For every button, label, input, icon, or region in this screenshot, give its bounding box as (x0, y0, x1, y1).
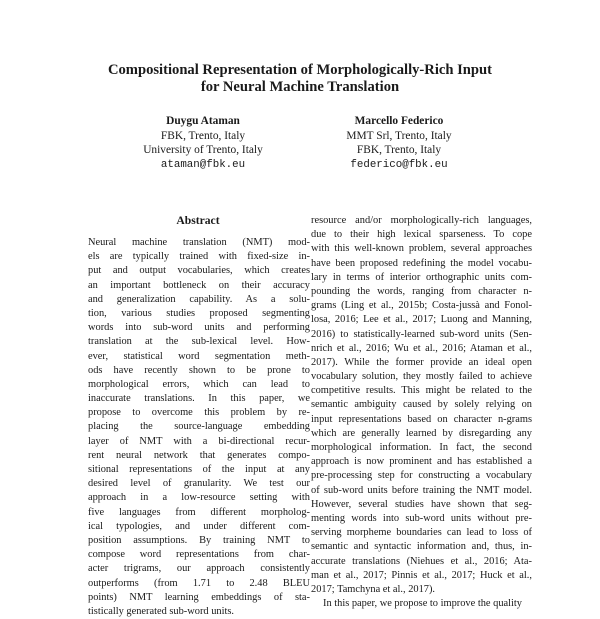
text-line: placing the source-language embedding (88, 421, 310, 433)
text-line: desired level of granularity. We test our (88, 478, 310, 490)
text-line: compose word representations from char- (88, 549, 310, 561)
text-line: with this well-known problem, several approaches (311, 243, 532, 255)
text-line: morphological errors, which can lead to (88, 378, 310, 390)
text-line: 2016) to statistically-learned sub-word units (Sen- (311, 328, 532, 340)
text-line: propose to overcome this problem by re- (88, 407, 310, 419)
text-line: and generalization capability. As a solu- (88, 293, 310, 305)
abstract-heading: Abstract (176, 214, 220, 227)
text-line: approach in a low-resource setting with (88, 492, 310, 504)
text-line: points) NMT learning embeddings of sta- (88, 591, 310, 603)
text-line: grams (Ling et al., 2015b; Costa-jussà and Fonol- (311, 300, 532, 312)
author-email: ataman@fbk.eu (160, 158, 246, 171)
text-line: menting words into sub-word units without pre- (311, 512, 532, 524)
text-line: morphological information. In fact, the second (311, 442, 532, 453)
title-line-2: for Neural Machine Translation (200, 79, 400, 95)
text-line: tistically generated sub-word units. (88, 605, 235, 617)
text-line: In this paper, we propose to improve the quality (323, 598, 522, 610)
text-line: semantic ambiguity caused by solely relying on (311, 399, 532, 411)
text-line: outperforms (from 1.71 to 2.48 BLEU (88, 577, 310, 589)
text-line: due to their high lexical sparseness. To cope (311, 229, 532, 241)
text-line: ods have recently shown to be prone to (88, 364, 310, 376)
author-affiliation: University of Trento, Italy (143, 144, 263, 156)
text-line: nrich et al., 2016; Wu et al., 2016; Ataman et al., (311, 342, 532, 354)
text-line: layer of NMT with a bi-directional recur- (88, 435, 310, 447)
author-block-federico (299, 114, 499, 172)
text-line: approach is now prominent and has established a (311, 456, 532, 468)
author-affiliation: FBK, Trento, Italy (160, 129, 246, 142)
text-line: tion, various studies proposed segmenting (88, 307, 310, 319)
text-line: five languages from different morpholog- (88, 506, 310, 518)
text-line: translation at the sub-lexical level. How- (88, 336, 310, 348)
text-line: losa, 2016; Lee et al., 2017; Luong and Manning, (311, 314, 532, 326)
text-line: rent neural network that generates compo- (88, 449, 310, 461)
text-line: lary in terms of interior orthographic units com- (311, 271, 532, 283)
text-line: pre-processing step for constructing a vocabulary (311, 470, 532, 482)
introduction-column (311, 214, 532, 611)
paper-title (60, 62, 540, 96)
text-line: have been proposed redefining the model vocabu- (311, 257, 532, 269)
author-name: Duygu Ataman (166, 115, 240, 127)
author-affiliation: MMT Srl, Trento, Italy (346, 129, 452, 142)
text-line: resource and/or morphologically-rich languages, (311, 215, 532, 226)
text-line: ical typologies, and under different com- (88, 520, 310, 532)
text-line: which are generally learned by disregarding any (311, 427, 532, 439)
text-line: man et al., 2017; Pinnis et al., 2017; Huck et al., (311, 569, 532, 581)
text-line: 2017). While the former provide an ideal open (311, 356, 532, 368)
author-name: Marcello Federico (354, 115, 444, 127)
text-line: competitive results. This might be related to the (311, 385, 532, 397)
text-line: However, several studies have shown that seg- (311, 498, 532, 510)
text-line: input representations based on character n-grams (311, 413, 532, 425)
author-affiliation: FBK, Trento, Italy (356, 144, 442, 156)
text-line: put and output vocabularies, which creates (88, 265, 310, 277)
text-line: ever, statistical word segmentation meth- (88, 350, 310, 362)
title-line-1: Compositional Representation of Morphologically-Rich Input (107, 62, 493, 78)
text-line: sitional representations of the input at any (88, 464, 310, 475)
text-line: vocabulary solution, they mostly failed to achieve (311, 371, 532, 383)
text-line: an important bottleneck on their accuracy (88, 279, 310, 291)
text-line: Neural machine translation (NMT) mod- (88, 237, 310, 248)
text-line: accurate translations (Niehues et al., 2016; Ata- (311, 555, 532, 567)
text-line: 2017; Tamchyna et al., 2017). (311, 583, 436, 595)
text-line: els are typically trained with fixed-size in- (88, 251, 310, 263)
text-line: serving morpheme boundaries can lead to loss of (311, 527, 532, 539)
abstract-body (88, 236, 310, 619)
text-line: words into sub-word units and performing (88, 322, 310, 334)
author-block-ataman (103, 114, 303, 172)
text-line: pounding the words, ranging from character n- (311, 285, 532, 297)
text-line: semantic and syntactic information and, thus, in- (311, 541, 532, 553)
text-line: of sub-word units before training the NMT model. (311, 484, 532, 496)
text-line: acter trigrams, our approach consistently (88, 563, 310, 575)
text-line: inaccurate translations. In this paper, we (88, 393, 310, 405)
text-line: position assumptions. By training NMT to (88, 534, 310, 546)
author-email: federico@fbk.eu (350, 158, 448, 171)
